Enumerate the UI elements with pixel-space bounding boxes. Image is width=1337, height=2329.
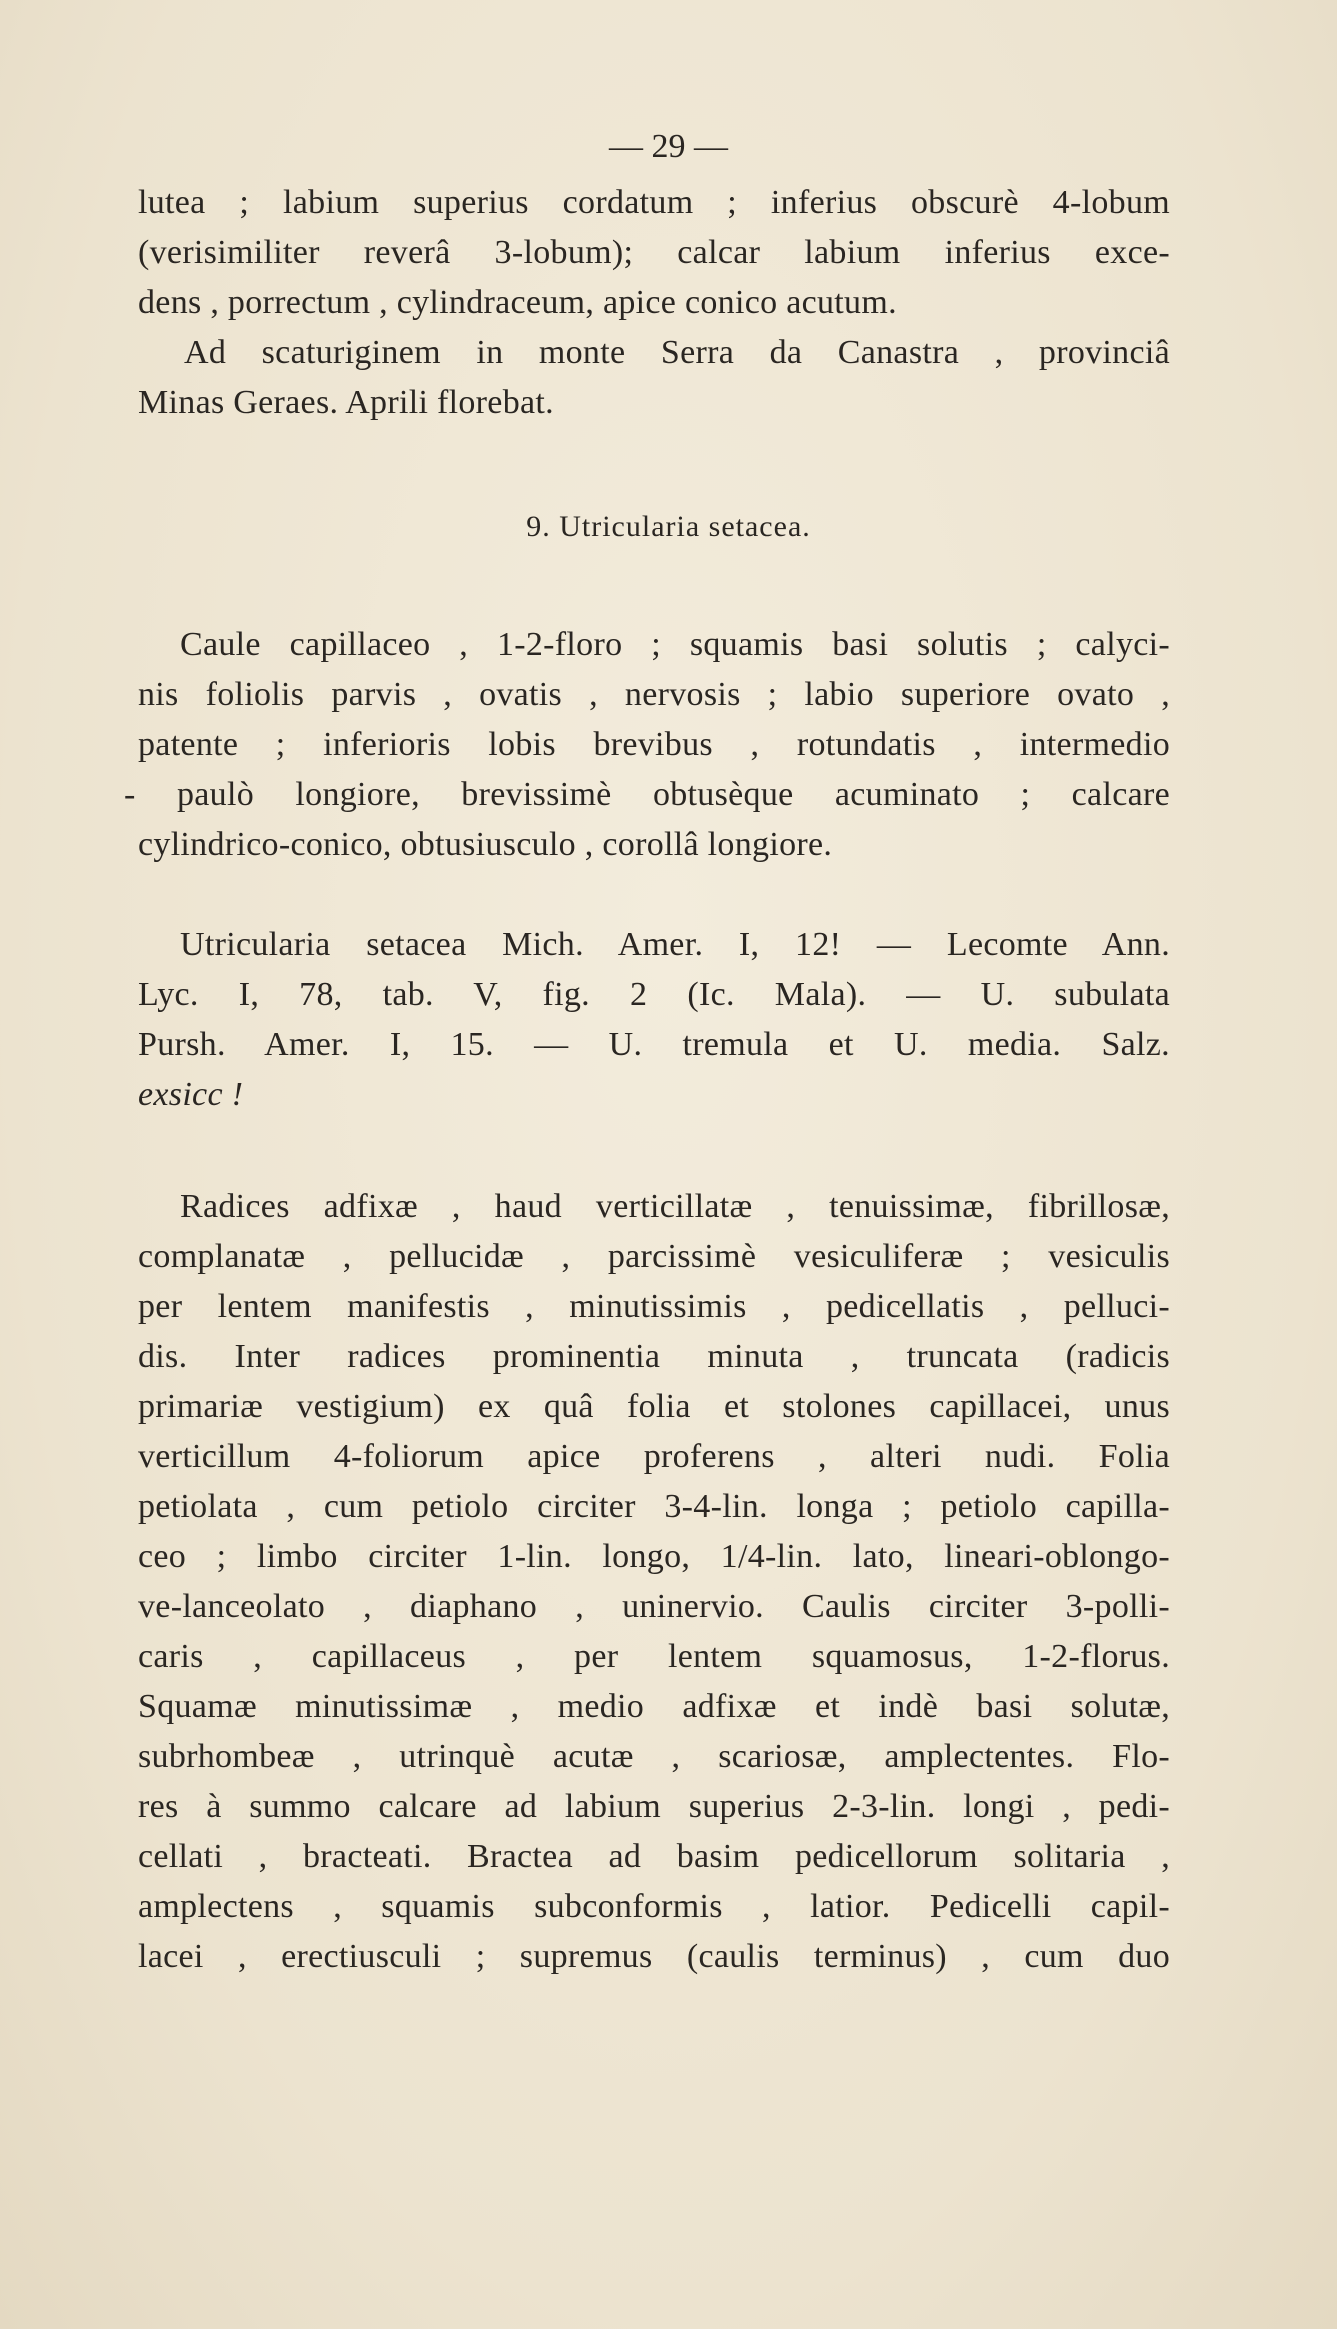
text-line: dis. Inter radices prominentia minuta , truncata (radicis — [138, 1338, 1170, 1375]
section-title: 9. Utricularia setacea. — [526, 510, 811, 543]
text-line: cylindrico-conico, obtusiusculo , corollâ longiore. — [138, 826, 833, 863]
text-line: Pursh. Amer. I, 15. — U. tremula et U. media. Salz. — [138, 1026, 1170, 1063]
text-line: Caule capillaceo , 1-2-floro ; squamis basi solutis ; calyci- — [180, 626, 1170, 663]
text-line: res à summo calcare ad labium superius 2-3-lin. longi , pedi- — [138, 1788, 1170, 1825]
text-line: dens , porrectum , cylindraceum, apice conico acutum. — [138, 284, 897, 321]
text-line: Lyc. I, 78, tab. V, fig. 2 (Ic. Mala). — U. subulata — [138, 976, 1170, 1013]
paragraph-description — [138, 1182, 1170, 1982]
text-line: exsicc ! — [138, 1076, 244, 1113]
text-line: per lentem manifestis , minutissimis , pedicellatis , pelluci- — [138, 1288, 1170, 1325]
text-line: lacei , erectiusculi ; supremus (caulis terminus) , cum duo — [138, 1938, 1170, 1975]
text-line: ve-lanceolato , diaphano , uninervio. Caulis circiter 3-polli- — [138, 1588, 1170, 1625]
text-line: Utricularia setacea Mich. Amer. I, 12! — Lecomte Ann. — [180, 926, 1170, 963]
paragraph-synonymy — [138, 920, 1170, 1120]
text-line: subrhombeæ , utrinquè acutæ , scariosæ, amplectentes. Flo- — [138, 1738, 1170, 1775]
text-line: ceo ; limbo circiter 1-lin. longo, 1/4-lin. lato, lineari-oblongo- — [138, 1538, 1170, 1575]
text-line: complanatæ , pellucidæ , parcissimè vesiculiferæ ; vesiculis — [138, 1238, 1170, 1275]
page-number: — 29 — — [609, 128, 728, 165]
paragraph-diagnosis — [124, 620, 1170, 870]
text-line: cellati , bracteati. Bractea ad basim pedicellorum solitaria , — [138, 1838, 1170, 1875]
text-line: Minas Geraes. Aprili florebat. — [138, 384, 554, 421]
text-line: Radices adfixæ , haud verticillatæ , tenuissimæ, fibrillosæ, — [180, 1188, 1170, 1225]
text-line: - paulò longiore, brevissimè obtusèque acuminato ; calcare — [124, 776, 1170, 813]
text-line: nis foliolis parvis , ovatis , nervosis ; labio superiore ovato , — [138, 676, 1170, 713]
text-line: Squamæ minutissimæ , medio adfixæ et indè basi solutæ, — [138, 1688, 1170, 1725]
text-line: patente ; inferioris lobis brevibus , rotundatis , intermedio — [138, 726, 1170, 763]
text-line: primariæ vestigium) ex quâ folia et stolones capillacei, unus — [138, 1388, 1170, 1425]
text-line: caris , capillaceus , per lentem squamosus, 1-2-florus. — [138, 1638, 1170, 1675]
text-line: verticillum 4-foliorum apice proferens , alteri nudi. Folia — [138, 1438, 1170, 1475]
text-line: (verisimiliter reverâ 3-lobum); calcar labium inferius exce- — [138, 234, 1170, 271]
paragraph-description-end — [138, 178, 1170, 428]
text-line: petiolata , cum petiolo circiter 3-4-lin. longa ; petiolo capilla- — [138, 1488, 1170, 1525]
text-line: lutea ; labium superius cordatum ; inferius obscurè 4-lobum — [138, 184, 1170, 221]
text-line: Ad scaturiginem in monte Serra da Canastra , provinciâ — [184, 334, 1170, 371]
text-line: amplectens , squamis subconformis , latior. Pedicelli capil- — [138, 1888, 1170, 1925]
